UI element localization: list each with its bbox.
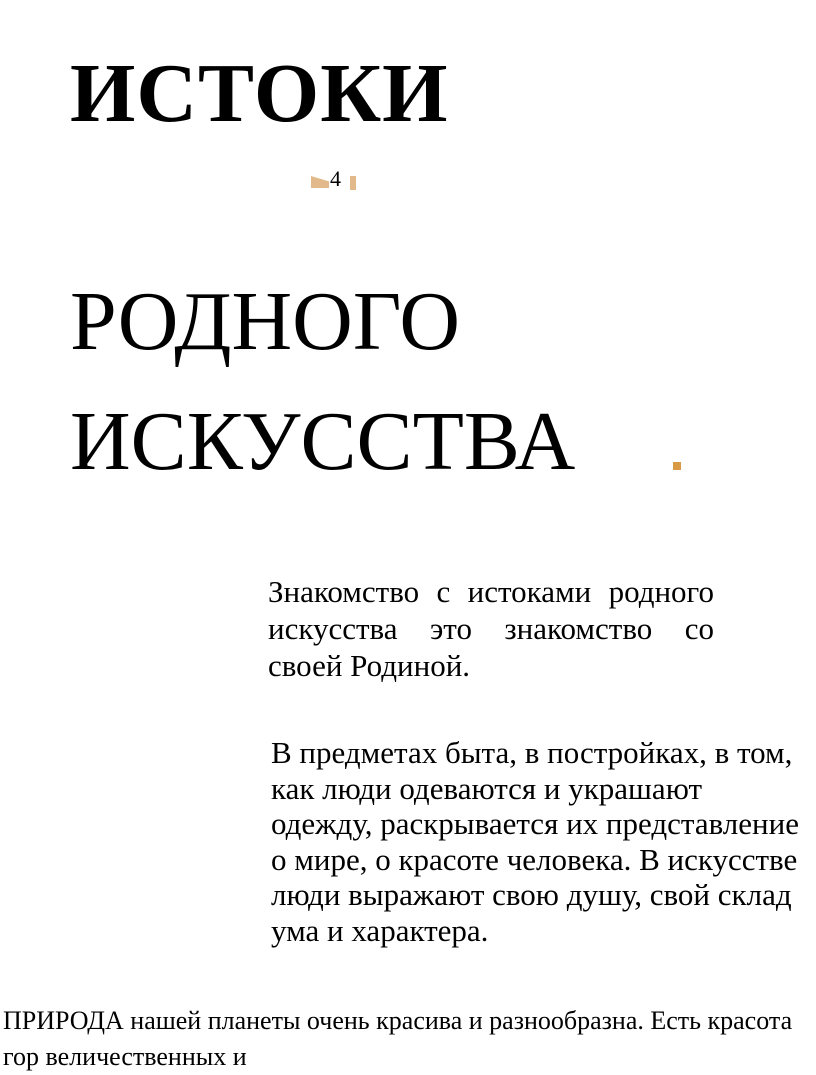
decorative-mark-left bbox=[311, 176, 329, 188]
decorative-dot bbox=[673, 462, 681, 470]
title-line-3: ИСКУССТВА bbox=[70, 395, 576, 488]
intro-paragraph: Знакомство с истоками родного искусства это знакомство со своей Родиной. bbox=[268, 574, 714, 683]
body-paragraph: В предметах быта, в постройках, в том, как люди одеваются и украшают одежду, раскрывается их представление о мире, о красоте человека. В искусстве люди выражают свою душу, свой склад ума и характера. bbox=[271, 735, 799, 948]
title-line-1: ИСТОКИ bbox=[70, 47, 449, 140]
footer-paragraph: ПРИРОДА нашей планеты очень красива и разнообразна. Есть красота гор величественных и bbox=[3, 1006, 793, 1071]
decorative-mark-right bbox=[350, 176, 356, 190]
title-line-2: РОДНОГО bbox=[70, 275, 460, 368]
page-number: 4 bbox=[330, 166, 341, 191]
